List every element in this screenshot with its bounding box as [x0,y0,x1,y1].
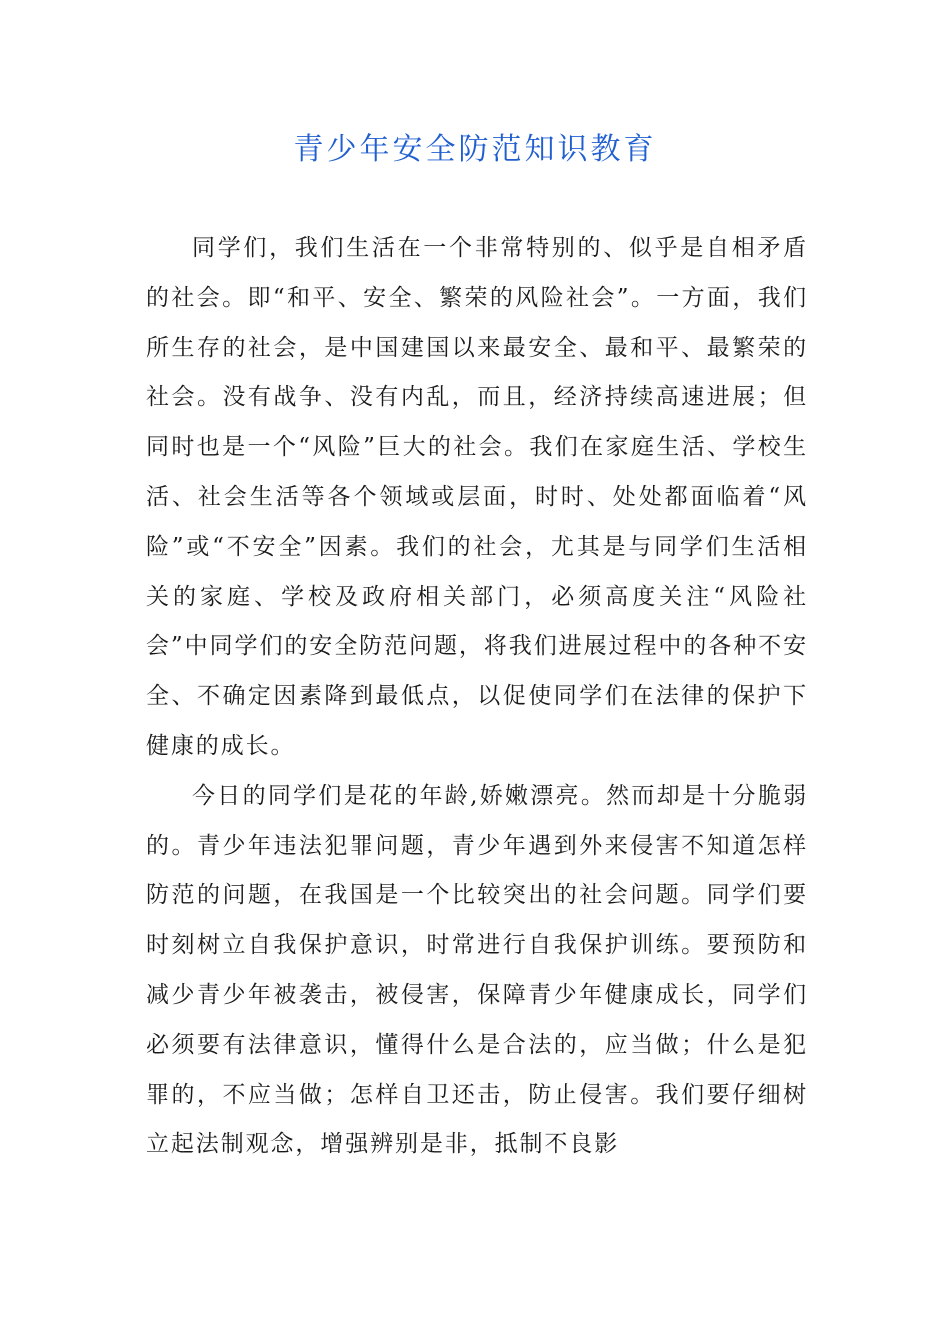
paragraph-1: 同学们，我们生活在一个非常特别的、似乎是自相矛盾的社会。即“和平、安全、繁荣的风险社会”。一方面，我们所生存的社会，是中国建国以来最安全、最和平、最繁荣的社会。没有战争、没有内乱，而且，经济持续高速进展；但同时也是一个“风险”巨大的社会。我们在家庭生活、学校生活、社会生活等各个领域或层面，时时、处处都面临着“风险”或“不安全”因素。我们的社会，尤其是与同学们生活相关的家庭、学校及政府相关部门，必须高度关注“风险社会”中同学们的安全防范问题，将我们进展过程中的各种不安全、不确定因素降到最低点，以促使同学们在法律的保护下健康的成长。 [146,235,808,759]
document-title: 青少年安全防范知识教育 [293,132,657,167]
document-body [146,224,808,1170]
paragraph-2: 今日的同学们是花的年龄,娇嫩漂亮。然而却是十分脆弱的。青少年违法犯罪问题，青少年遇到外来侵害不知道怎样防范的问题，在我国是一个比较突出的社会问题。同学们要时刻树立自我保护意识，时常进行自我保护训练。要预防和减少青少年被袭击，被侵害，保障青少年健康成长，同学们必须要有法律意识，懂得什么是合法的，应当做；什么是犯罪的，不应当做；怎样自卫还击，防止侵害。我们要仔细树立起法制观念，增强辨别是非，抵制不良影 [146,782,808,1158]
